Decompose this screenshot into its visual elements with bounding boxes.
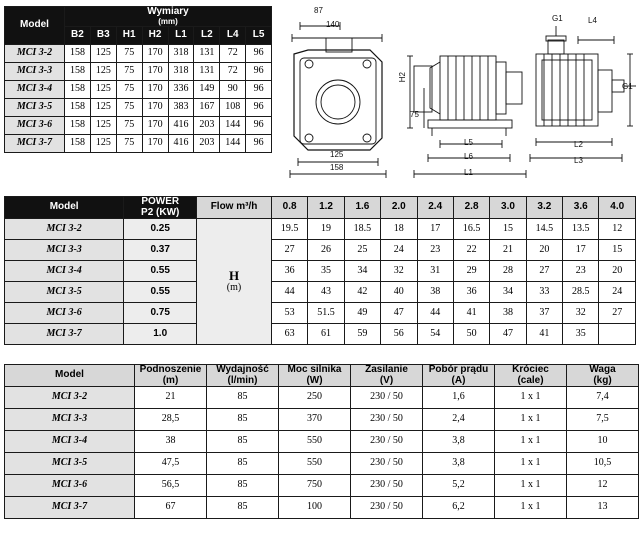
flow-header: Flow m³/h — [197, 197, 272, 219]
head-cell: 28 — [490, 261, 526, 282]
cell-b3: 125 — [90, 62, 116, 80]
row-model: MCI 3-2 — [5, 219, 124, 240]
cell-l2: 167 — [194, 98, 220, 116]
flow-value-5: 2.8 — [453, 197, 489, 219]
head-cell: 19.5 — [271, 219, 307, 240]
dimensions-group-title: Wymiary — [147, 6, 189, 17]
head-cell: 13.5 — [563, 219, 599, 240]
cell-h1: 75 — [116, 116, 142, 134]
performance-model-header: Model — [5, 197, 124, 219]
table-row — [5, 261, 636, 282]
cell-l5: 96 — [246, 62, 272, 80]
head-cell: 20 — [599, 261, 636, 282]
cell-head: 38 — [135, 431, 207, 453]
cell-port: 1 x 1 — [495, 475, 567, 497]
cell-current: 1,6 — [423, 387, 495, 409]
row-model: MCI 3-5 — [5, 98, 65, 116]
head-cell: 36 — [271, 261, 307, 282]
cell-head: 21 — [135, 387, 207, 409]
row-model: MCI 3-7 — [5, 324, 124, 345]
cell-h1: 75 — [116, 134, 142, 152]
head-cell: 17 — [563, 240, 599, 261]
row-model: MCI 3-3 — [5, 409, 135, 431]
row-model: MCI 3-2 — [5, 387, 135, 409]
flow-value-6: 3.0 — [490, 197, 526, 219]
cell-motor-power: 550 — [279, 453, 351, 475]
specs-supply-header — [351, 365, 423, 387]
head-cell: 38 — [490, 303, 526, 324]
head-cell: 12 — [599, 219, 636, 240]
cell-l2: 149 — [194, 80, 220, 98]
dim-125-label: 125 — [330, 150, 344, 159]
cell-b3: 125 — [90, 116, 116, 134]
head-cell: 41 — [453, 303, 489, 324]
dimensions-group-unit: (mm) — [158, 16, 178, 26]
dim-87-label: 87 — [314, 6, 323, 15]
cell-supply: 230 / 50 — [351, 409, 423, 431]
cell-l1: 336 — [168, 80, 194, 98]
cell-l4: 72 — [220, 62, 246, 80]
flow-value-9: 4.0 — [599, 197, 636, 219]
header-line2: (kg) — [593, 374, 612, 386]
table-row — [5, 134, 272, 152]
cell-flow: 85 — [207, 387, 279, 409]
header-line1: Wydajność — [216, 364, 269, 375]
head-cell: 24 — [599, 282, 636, 303]
cell-l2: 131 — [194, 44, 220, 62]
row-power: 0.55 — [124, 282, 197, 303]
col-l4: L4 — [220, 26, 246, 44]
cell-l5: 96 — [246, 116, 272, 134]
table-row — [5, 44, 272, 62]
cell-current: 2,4 — [423, 409, 495, 431]
cell-l4: 144 — [220, 134, 246, 152]
table-header-row — [5, 365, 639, 387]
cell-head: 28,5 — [135, 409, 207, 431]
technical-drawings — [278, 6, 636, 191]
cell-port: 1 x 1 — [495, 431, 567, 453]
col-l5: L5 — [246, 26, 272, 44]
cell-flow: 85 — [207, 453, 279, 475]
flow-value-2: 1.6 — [344, 197, 380, 219]
table-row — [5, 219, 636, 240]
specs-head-header — [135, 365, 207, 387]
cell-h2: 170 — [142, 98, 168, 116]
header-line1: Pobór prądu — [428, 364, 489, 375]
row-model: MCI 3-6 — [5, 116, 65, 134]
dim-l2-label: L2 — [574, 140, 583, 149]
cell-l4: 90 — [220, 80, 246, 98]
specs-current-header — [423, 365, 495, 387]
head-cell: 49 — [344, 303, 380, 324]
dim-g1-top-label: G1 — [552, 14, 563, 23]
cell-l4: 144 — [220, 116, 246, 134]
cell-current: 3,8 — [423, 431, 495, 453]
cell-motor-power: 750 — [279, 475, 351, 497]
head-cell: 36 — [453, 282, 489, 303]
head-cell: 15 — [599, 240, 636, 261]
row-model: MCI 3-5 — [5, 453, 135, 475]
head-cell: 27 — [526, 261, 562, 282]
head-cell: 21 — [490, 240, 526, 261]
head-cell: 22 — [453, 240, 489, 261]
head-cell: 27 — [271, 240, 307, 261]
cell-port: 1 x 1 — [495, 453, 567, 475]
table-row — [5, 475, 639, 497]
cell-flow: 85 — [207, 431, 279, 453]
cell-motor-power: 250 — [279, 387, 351, 409]
table-header-row — [5, 197, 636, 219]
cell-flow: 85 — [207, 497, 279, 519]
head-cell: 53 — [271, 303, 307, 324]
cell-weight: 12 — [567, 475, 639, 497]
cell-h2: 170 — [142, 116, 168, 134]
cell-motor-power: 550 — [279, 431, 351, 453]
head-cell: 43 — [308, 282, 344, 303]
head-cell: 15 — [490, 219, 526, 240]
head-cell: 23 — [563, 261, 599, 282]
head-cell: 18 — [381, 219, 417, 240]
specs-flow-header — [207, 365, 279, 387]
cell-h2: 170 — [142, 62, 168, 80]
table-row — [5, 497, 639, 519]
cell-motor-power: 370 — [279, 409, 351, 431]
table-row — [5, 240, 636, 261]
header-line2: (l/min) — [227, 374, 258, 386]
head-cell: 17 — [417, 219, 453, 240]
header-line2: (W) — [306, 374, 323, 386]
specs-weight-header — [567, 365, 639, 387]
dim-l1-label: L1 — [464, 168, 473, 177]
head-cell: 35 — [563, 324, 599, 345]
cell-head: 47,5 — [135, 453, 207, 475]
head-cell: 29 — [453, 261, 489, 282]
head-cell: 56 — [381, 324, 417, 345]
head-cell: 59 — [344, 324, 380, 345]
header-line1: Moc silnika — [287, 364, 342, 375]
cell-h1: 75 — [116, 62, 142, 80]
table-row — [5, 98, 272, 116]
cell-head: 67 — [135, 497, 207, 519]
cell-b3: 125 — [90, 134, 116, 152]
row-model: MCI 3-7 — [5, 134, 65, 152]
head-cell: 25 — [344, 240, 380, 261]
cell-b3: 125 — [90, 80, 116, 98]
cell-b2: 158 — [65, 116, 91, 134]
cell-weight: 10,5 — [567, 453, 639, 475]
head-cell: 41 — [526, 324, 562, 345]
row-power: 0.55 — [124, 261, 197, 282]
cell-l2: 203 — [194, 116, 220, 134]
cell-port: 1 x 1 — [495, 387, 567, 409]
cell-l5: 96 — [246, 98, 272, 116]
cell-h1: 75 — [116, 44, 142, 62]
row-model: MCI 3-4 — [5, 261, 124, 282]
head-cell: 38 — [417, 282, 453, 303]
row-power: 0.75 — [124, 303, 197, 324]
cell-weight: 10 — [567, 431, 639, 453]
dim-l6-label: L6 — [464, 152, 473, 161]
cell-current: 3,8 — [423, 453, 495, 475]
dim-l4-label: L4 — [588, 16, 597, 25]
flow-value-3: 2.0 — [381, 197, 417, 219]
head-cell — [599, 324, 636, 345]
head-cell: 54 — [417, 324, 453, 345]
header-line2: (V) — [379, 374, 394, 386]
head-cell: 18.5 — [344, 219, 380, 240]
cell-l5: 96 — [246, 44, 272, 62]
cell-h2: 170 — [142, 44, 168, 62]
table-row — [5, 282, 636, 303]
specs-port-header — [495, 365, 567, 387]
specs-motor-power-header — [279, 365, 351, 387]
head-axis-label — [197, 219, 272, 345]
head-cell: 50 — [453, 324, 489, 345]
flow-value-1: 1.2 — [308, 197, 344, 219]
cell-weight: 13 — [567, 497, 639, 519]
cell-l1: 416 — [168, 116, 194, 134]
table-row — [5, 80, 272, 98]
head-symbol: H — [228, 268, 240, 284]
power-header-line1: POWER — [141, 196, 180, 207]
power-header-line2: P2 (KW) — [141, 206, 180, 218]
head-cell: 40 — [381, 282, 417, 303]
col-h1: H1 — [116, 26, 142, 44]
col-h2: H2 — [142, 26, 168, 44]
col-l2: L2 — [194, 26, 220, 44]
cell-b2: 158 — [65, 98, 91, 116]
head-cell: 24 — [381, 240, 417, 261]
row-model: MCI 3-4 — [5, 80, 65, 98]
col-b3: B3 — [90, 26, 116, 44]
head-cell: 35 — [308, 261, 344, 282]
cell-supply: 230 / 50 — [351, 387, 423, 409]
row-model: MCI 3-3 — [5, 240, 124, 261]
dimensions-table — [4, 6, 272, 153]
performance-table — [4, 196, 636, 345]
dimensions-model-header: Model — [5, 7, 65, 45]
head-cell: 28.5 — [563, 282, 599, 303]
dim-g1-right-label: G1 — [622, 82, 633, 91]
cell-flow: 85 — [207, 475, 279, 497]
cell-head: 56,5 — [135, 475, 207, 497]
cell-current: 6,2 — [423, 497, 495, 519]
performance-power-header — [124, 197, 197, 219]
table-row — [5, 116, 272, 134]
header-line1: Zasilanie — [365, 364, 408, 375]
cell-l1: 318 — [168, 44, 194, 62]
cell-port: 1 x 1 — [495, 497, 567, 519]
header-line2: (m) — [162, 374, 179, 386]
cell-l1: 416 — [168, 134, 194, 152]
head-cell: 44 — [271, 282, 307, 303]
table-row — [5, 62, 272, 80]
dim-75-label: 75 — [410, 110, 419, 119]
cell-l2: 131 — [194, 62, 220, 80]
header-line2: (A) — [451, 374, 466, 386]
row-model: MCI 3-6 — [5, 303, 124, 324]
cell-port: 1 x 1 — [495, 409, 567, 431]
cell-supply: 230 / 50 — [351, 431, 423, 453]
table-header-row — [5, 7, 272, 27]
cell-b3: 125 — [90, 44, 116, 62]
head-cell: 26 — [308, 240, 344, 261]
head-unit: (m) — [226, 282, 242, 294]
cell-l4: 108 — [220, 98, 246, 116]
head-cell: 31 — [417, 261, 453, 282]
table-row — [5, 431, 639, 453]
head-cell: 34 — [490, 282, 526, 303]
dim-140-label: 140 — [326, 20, 340, 29]
header-line1: Króciec — [512, 364, 549, 375]
col-b2: B2 — [65, 26, 91, 44]
head-cell: 27 — [599, 303, 636, 324]
cell-b2: 158 — [65, 62, 91, 80]
cell-supply: 230 / 50 — [351, 475, 423, 497]
dim-l3-label: L3 — [574, 156, 583, 165]
cell-b2: 158 — [65, 80, 91, 98]
head-cell: 37 — [526, 303, 562, 324]
cell-l1: 383 — [168, 98, 194, 116]
cell-b2: 158 — [65, 134, 91, 152]
cell-h2: 170 — [142, 134, 168, 152]
row-power: 1.0 — [124, 324, 197, 345]
cell-supply: 230 / 50 — [351, 453, 423, 475]
specs-model-header: Model — [5, 365, 135, 387]
cell-l4: 72 — [220, 44, 246, 62]
cell-h1: 75 — [116, 80, 142, 98]
cell-l5: 96 — [246, 134, 272, 152]
head-cell: 23 — [417, 240, 453, 261]
head-cell: 16.5 — [453, 219, 489, 240]
cell-motor-power: 100 — [279, 497, 351, 519]
row-power: 0.37 — [124, 240, 197, 261]
head-cell: 51.5 — [308, 303, 344, 324]
header-line1: Waga — [589, 364, 616, 375]
cell-b2: 158 — [65, 44, 91, 62]
head-cell: 42 — [344, 282, 380, 303]
dim-h2-label: H2 — [398, 72, 407, 83]
row-model: MCI 3-3 — [5, 62, 65, 80]
table-row — [5, 409, 639, 431]
header-line2: (cale) — [517, 374, 544, 386]
head-cell: 20 — [526, 240, 562, 261]
row-model: MCI 3-4 — [5, 431, 135, 453]
cell-l1: 318 — [168, 62, 194, 80]
head-cell: 14.5 — [526, 219, 562, 240]
cell-b3: 125 — [90, 98, 116, 116]
row-model: MCI 3-6 — [5, 475, 135, 497]
table-row — [5, 303, 636, 324]
cell-weight: 7,4 — [567, 387, 639, 409]
dim-l5-label: L5 — [464, 138, 473, 147]
dimensions-group-header — [65, 7, 272, 27]
row-model: MCI 3-5 — [5, 282, 124, 303]
flow-value-7: 3.2 — [526, 197, 562, 219]
head-cell: 63 — [271, 324, 307, 345]
head-cell: 44 — [417, 303, 453, 324]
row-model: MCI 3-7 — [5, 497, 135, 519]
row-model: MCI 3-2 — [5, 44, 65, 62]
flow-value-8: 3.6 — [563, 197, 599, 219]
cell-h1: 75 — [116, 98, 142, 116]
flow-value-0: 0.8 — [271, 197, 307, 219]
cell-h2: 170 — [142, 80, 168, 98]
cell-current: 5,2 — [423, 475, 495, 497]
specs-table — [4, 364, 639, 519]
head-cell: 19 — [308, 219, 344, 240]
head-cell: 32 — [563, 303, 599, 324]
head-cell: 33 — [526, 282, 562, 303]
table-row — [5, 453, 639, 475]
flow-value-4: 2.4 — [417, 197, 453, 219]
header-line1: Podnoszenie — [139, 364, 202, 375]
head-cell: 47 — [490, 324, 526, 345]
head-cell: 61 — [308, 324, 344, 345]
row-power: 0.25 — [124, 219, 197, 240]
table-row — [5, 387, 639, 409]
head-cell: 47 — [381, 303, 417, 324]
cell-l5: 96 — [246, 80, 272, 98]
cell-l2: 203 — [194, 134, 220, 152]
table-row — [5, 324, 636, 345]
cell-supply: 230 / 50 — [351, 497, 423, 519]
head-cell: 34 — [344, 261, 380, 282]
head-cell: 32 — [381, 261, 417, 282]
cell-flow: 85 — [207, 409, 279, 431]
col-l1: L1 — [168, 26, 194, 44]
cell-weight: 7,5 — [567, 409, 639, 431]
dim-158-label: 158 — [330, 163, 344, 172]
